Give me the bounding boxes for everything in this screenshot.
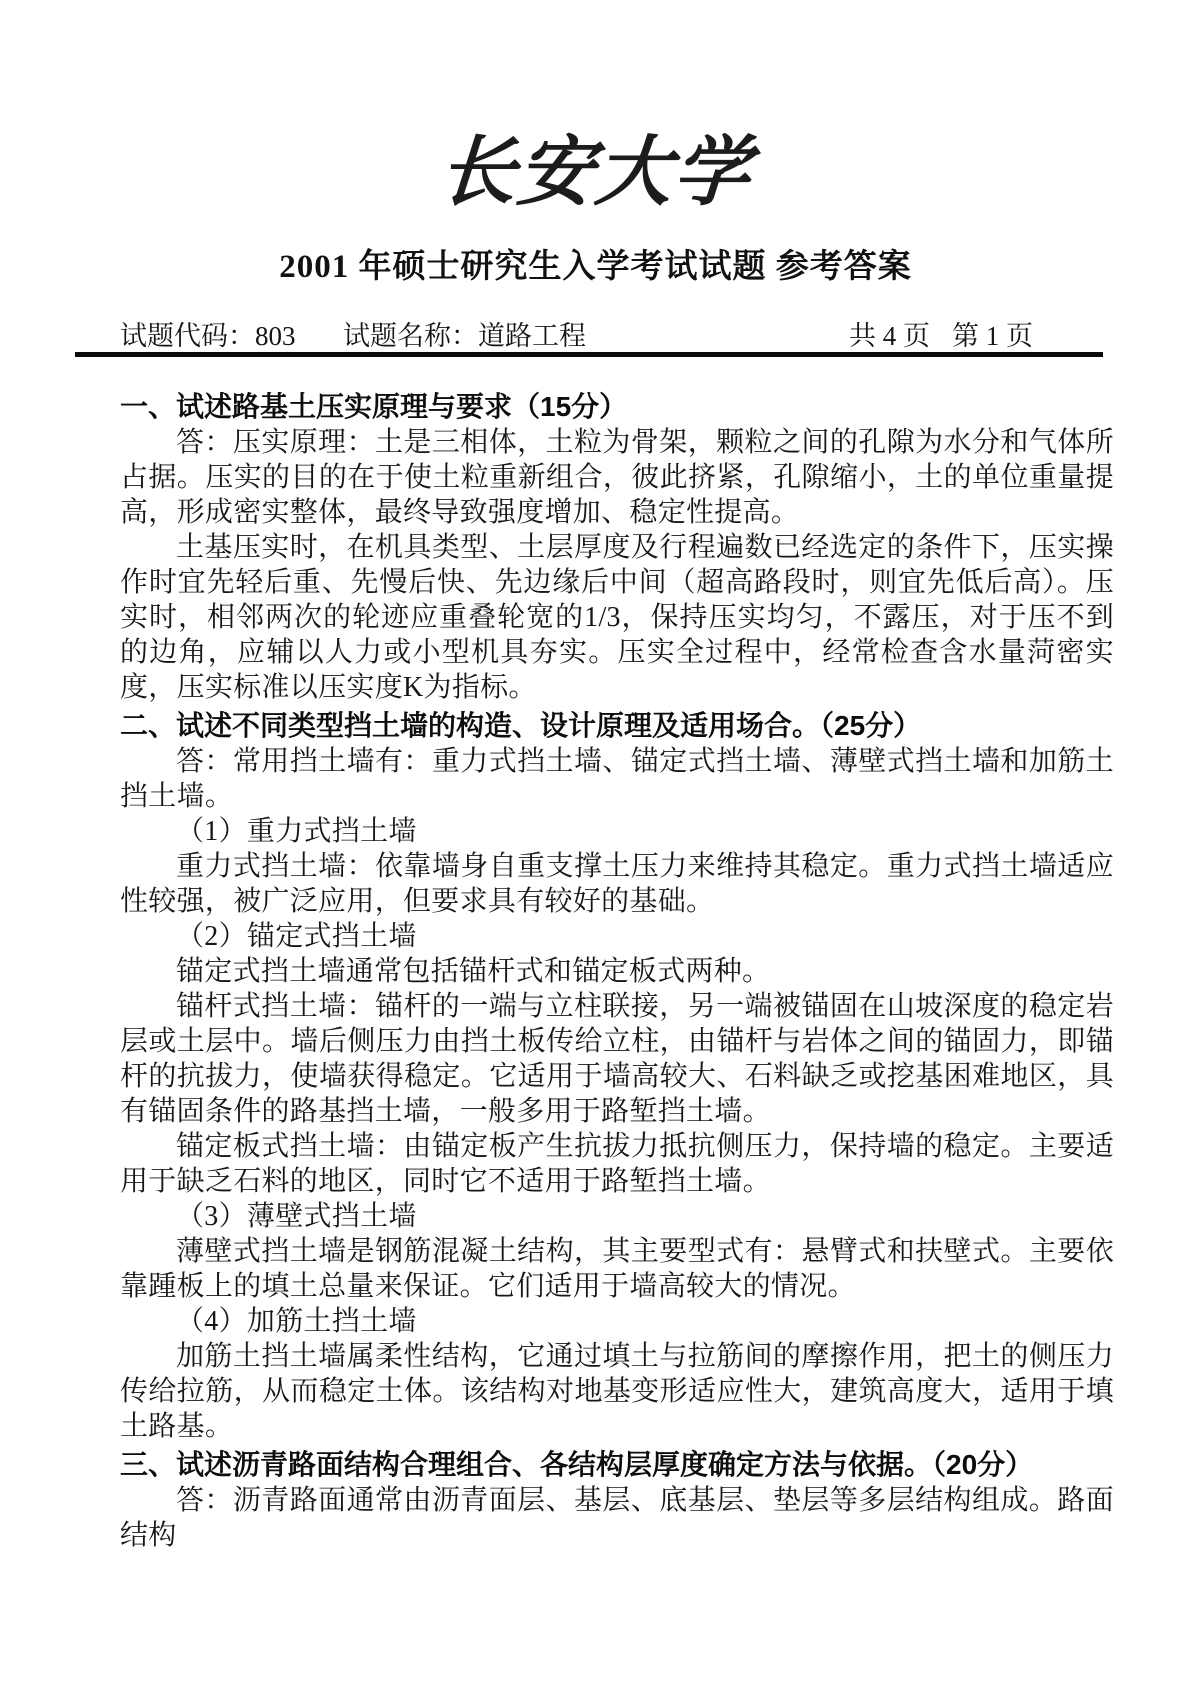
exam-code: 试题代码：803 <box>120 321 296 351</box>
total-pages: 共 4 页 <box>849 321 930 351</box>
question-1-heading: 一、试述路基土压实原理与要求（15分） <box>120 391 628 422</box>
answer-paragraph: 答：压实原理：土是三相体，土粒为骨架，颗粒之间的孔隙为水分和气体所占据。压实的目的在于使土粒重新组合，彼此挤紧，孔隙缩小，土的单位重量提高，形成密实整体，最终导致强度增加、稳定性提高。 <box>120 427 1114 528</box>
answer-paragraph: 薄壁式挡土墙是钢筋混凝土结构，其主要型式有：悬臂式和扶壁式。主要依靠踵板上的填土总量来保证。它们适用于墙高较大的情况。 <box>120 1236 1114 1302</box>
answer-subitem-3: （3）薄壁式挡土墙 <box>176 1201 417 1232</box>
answer-paragraph: 锚定式挡土墙通常包括锚杆式和锚定板式两种。 <box>176 956 771 987</box>
answer-subitem-1: （1）重力式挡土墙 <box>176 816 417 847</box>
answer-paragraph: 重力式挡土墙：依靠墙身自重支撑土压力来维持其稳定。重力式挡土墙适应性较强，被广泛应用，但要求具有较好的基础。 <box>120 851 1114 917</box>
exam-subject-name: 试题名称：道路工程 <box>343 321 586 351</box>
answer-paragraph: 锚定板式挡土墙：由锚定板产生抗拔力抵抗侧压力，保持墙的稳定。主要适用于缺乏石料的地区，同时它不适用于路堑挡土墙。 <box>120 1131 1114 1197</box>
answer-paragraph: 锚杆式挡土墙：锚杆的一端与立柱联接，另一端被锚固在山坡深度的稳定岩层或土层中。墙后侧压力由挡土板传给立柱，由锚杆与岩体之间的锚固力，即锚杆的抗拔力，使墙获得稳定。它适用于墙高较大、石料缺乏或挖基困难地区，具有锚固条件的路基挡土墙，一般多用于路堑挡土墙。 <box>120 991 1114 1127</box>
question-3-heading: 三、试述沥青路面结构合理组合、各结构层厚度确定方法与依据。（20分） <box>120 1449 1034 1480</box>
answer-subitem-4: （4）加筋土挡土墙 <box>176 1306 417 1337</box>
answer-paragraph: 答：常用挡土墙有：重力式挡土墙、锚定式挡土墙、薄壁式挡土墙和加筋土挡土墙。 <box>120 746 1114 812</box>
answer-paragraph: 土基压实时，在机具类型、土层厚度及行程遍数已经选定的条件下，压实操作时宜先轻后重、先慢后快、先边缘后中间（超高路段时，则宜先低后高）。压实时，相邻两次的轮迹应重叠轮宽的1/3，保持压实均匀，不露压，对于压不到的边角，应辅以人力或小型机具夯实。压实全过程中，经常检查含水量菏密实度，压实标准以压实度K为指标。 <box>120 532 1114 703</box>
current-page: 第 1 页 <box>952 321 1033 351</box>
answer-paragraph: 答：沥青路面通常由沥青面层、基层、底基层、垫层等多层结构组成。路面结构 <box>120 1485 1114 1551</box>
exam-meta-row <box>120 318 1033 354</box>
question-2-heading: 二、试述不同类型挡土墙的构造、设计原理及适用场合。（25分） <box>120 710 922 741</box>
page-title: 2001 年硕士研究生入学考试试题 参考答案 <box>279 249 912 285</box>
header-divider <box>75 352 1103 357</box>
page-count-indicator <box>849 318 1033 354</box>
answer-paragraph: 加筋土挡土墙属柔性结构，它通过填土与拉筋间的摩擦作用，把土的侧压力传给拉筋，从而稳定土体。该结构对地基变形适应性大，建筑高度大，适用于填土路基。 <box>120 1341 1114 1442</box>
answer-subitem-2: （2）锚定式挡土墙 <box>176 921 417 952</box>
document-body <box>120 386 1114 1553</box>
university-logo: 长安大学 <box>436 127 755 216</box>
